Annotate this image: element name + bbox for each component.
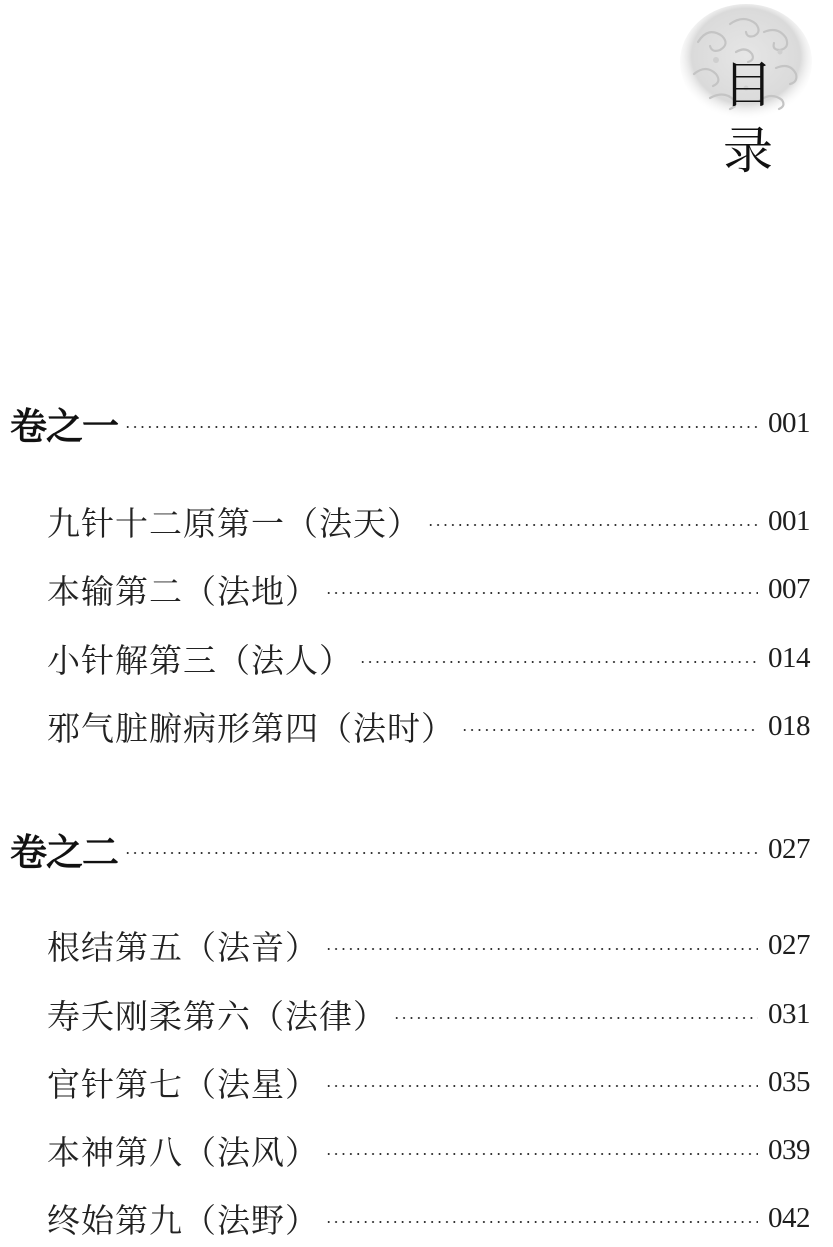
chapter-title: 本神第八（法风） — [47, 1132, 319, 1172]
title-char-2: 录 — [723, 122, 773, 180]
toc-chapter-3[interactable] — [47, 633, 810, 683]
chapter-title: 根结第五（法音） — [47, 927, 319, 967]
page-number: 014 — [768, 641, 810, 674]
dot-leader — [427, 524, 758, 526]
page-number: 031 — [768, 997, 810, 1030]
dot-leader — [325, 1153, 758, 1155]
toc-chapter-5[interactable] — [47, 920, 810, 970]
page-number: 035 — [768, 1065, 810, 1098]
toc-chapter-2[interactable] — [47, 564, 810, 614]
page-number: 042 — [768, 1201, 810, 1234]
chapter-title: 九针十二原第一（法天） — [47, 503, 421, 543]
chapter-title: 小针解第三（法人） — [47, 640, 353, 680]
toc-chapter-1[interactable] — [47, 496, 810, 546]
page-number: 001 — [768, 406, 810, 439]
toc-chapter-7[interactable] — [47, 1057, 810, 1107]
page-number: 001 — [768, 504, 810, 537]
page-number: 018 — [768, 709, 810, 742]
dot-leader — [393, 1017, 758, 1019]
toc-chapter-4[interactable] — [47, 701, 810, 751]
chapter-title: 邪气脏腑病形第四（法时） — [47, 708, 455, 748]
toc-chapter-6[interactable] — [47, 989, 810, 1039]
page-number: 039 — [768, 1133, 810, 1166]
chapter-title: 本输第二（法地） — [47, 571, 319, 611]
chapter-title: 终始第九（法野） — [47, 1200, 319, 1240]
dot-leader — [325, 1085, 758, 1087]
chapter-title: 寿夭刚柔第六（法律） — [47, 996, 387, 1036]
page-number: 027 — [768, 928, 810, 961]
dot-leader — [325, 948, 758, 950]
volume-title: 卷之一 — [10, 404, 118, 448]
toc-volume-1[interactable] — [10, 398, 810, 448]
toc-chapter-8[interactable] — [47, 1125, 810, 1175]
page-number: 007 — [768, 572, 810, 605]
dot-leader — [325, 1221, 758, 1223]
toc-chapter-9[interactable] — [47, 1193, 810, 1243]
volume-title: 卷之二 — [10, 830, 118, 874]
page-number: 027 — [768, 832, 810, 865]
dot-leader — [359, 661, 758, 663]
chapter-title: 官针第七（法星） — [47, 1064, 319, 1104]
toc-volume-2[interactable] — [10, 824, 810, 874]
dot-leader — [461, 729, 758, 731]
title-char-1: 目 — [723, 56, 773, 114]
dot-leader — [124, 852, 758, 854]
dot-leader — [325, 592, 758, 594]
dot-leader — [124, 426, 758, 428]
